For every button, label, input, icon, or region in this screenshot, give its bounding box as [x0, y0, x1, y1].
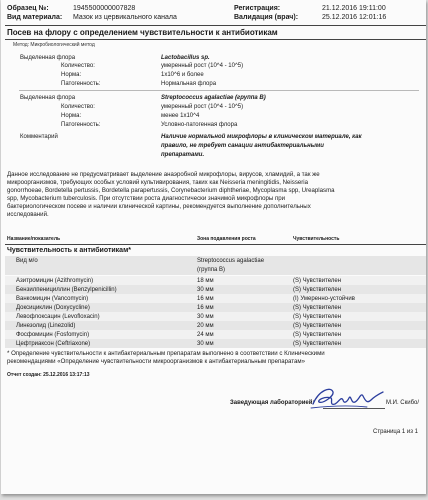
signature-name: М.И. Скибо/: [386, 400, 420, 406]
flora1-qty-label: Количество:: [61, 63, 95, 69]
report-page: [1, 0, 426, 494]
zone-value: 16 мм: [197, 305, 214, 311]
flora2-qty-label: Количество:: [61, 104, 95, 110]
antibiotic-name: Цефтриаксон (Ceftriaxone): [16, 341, 91, 347]
zone-value: 30 мм: [197, 287, 214, 293]
signature-label: Заведующая лабораторией:: [230, 400, 315, 406]
section-title-underline: [5, 39, 426, 40]
comment-line: правило, не требует санации антибактериальными: [161, 143, 324, 149]
sensitivity-value: (S) Чувствителен: [293, 287, 342, 293]
validation-label: Валидация (врач):: [234, 14, 299, 21]
note-line: бактериологическом посеве и наличии клинической картины, рекомендуется выполнение дополнительных: [7, 203, 311, 210]
flora2-path-value: Условно-патогенная флора: [161, 122, 238, 128]
flora2-value: Streptococcus agalactiae (группа B): [161, 95, 266, 101]
flora1-norm-label: Норма:: [61, 72, 82, 78]
flora2-qty-value: умеренный рост (10^4 - 10^5): [161, 104, 244, 110]
registration-date: 21.12.2016 19:11:00: [322, 5, 386, 12]
footnote-line: рекомендациями «Определение чувствительности микроорганизмов к антибактериальным препаратам»: [7, 358, 305, 365]
antibiotic-name: Азитромицин (Azithromycin): [16, 278, 94, 284]
page-number: Страница 1 из 1: [373, 429, 418, 435]
antibiotic-name: Фосфомицин (Fosfomycin): [16, 332, 90, 338]
flora2-norm-value: менее 1х10^4: [161, 113, 200, 119]
flora-divider: [19, 90, 419, 91]
flora1-qty-value: умеренный рост (10^4 - 10^5): [161, 63, 244, 69]
antibiotic-name: Левофлоксацин (Levofloxacin): [16, 314, 100, 320]
sensitivity-value: (S) Чувствителен: [293, 278, 342, 284]
flora1-norm-value: 1х10^6 и более: [161, 72, 204, 78]
sensitivity-value: (S) Чувствителен: [293, 314, 342, 320]
zone-value: 30 мм: [197, 314, 214, 320]
sensitivity-value: (I) Умеренно-устойчив: [293, 296, 355, 302]
view-label: Вид м/о: [16, 258, 38, 264]
flora2-label: Выделенная флора: [20, 95, 76, 101]
note-line: Данное исследование не предусматривает выделение анаэробной микрофлоры, вирусов, хламидий, а так же: [7, 171, 320, 178]
sample-label: Образец №:: [7, 5, 49, 12]
note-line: исследований.: [7, 211, 49, 218]
table-col-zone: Зона подавления роста: [197, 236, 256, 242]
sensitivity-value: (S) Чувствителен: [293, 305, 342, 311]
comment-line: Наличие нормальной микрофлоры в клиническом материале, как: [161, 134, 362, 140]
organism-group: (группа B): [197, 267, 225, 273]
method-line: Метод: Микробиологический метод: [13, 42, 95, 48]
registration-label: Регистрация:: [234, 5, 281, 12]
zone-value: 16 мм: [197, 296, 214, 302]
flora1-path-value: Нормальная флора: [161, 81, 217, 87]
sensitivity-value: (S) Чувствителен: [293, 323, 342, 329]
flora1-path-label: Патогенность:: [61, 81, 101, 87]
zone-value: 30 мм: [197, 341, 214, 347]
antibiotic-name: Линезолид (Linezolid): [16, 323, 76, 329]
header-divider: [5, 25, 426, 26]
sample-number: 1945500000007828: [73, 5, 136, 12]
table-col-sens: Чувствительность: [293, 236, 340, 242]
flora2-norm-label: Норма:: [61, 113, 82, 119]
zone-value: 20 мм: [197, 323, 214, 329]
note-line: gonorrhoeae, Bordetella pertussis, Bordetella parapertussis, Corynebacterium diphtheriae, Mycoplasma spp, Ureaplasma: [7, 187, 335, 194]
validation-date: 25.12.2016 12:01:16: [322, 14, 387, 21]
footnote-line: * Определение чувствительности к антибактериальным препаратам выполнено в соответствии с Клиническими: [7, 350, 325, 357]
table-header-divider: [5, 244, 426, 245]
note-line: микроорганизмов, требующих особых условий культивирования, таких как Neisseria meningitidis, Neisseria: [7, 179, 309, 186]
antibiotic-name: Ванкомицин (Vancomycin): [16, 296, 89, 302]
organism-name: Streptococcus agalactiae: [197, 258, 265, 264]
sensitivity-value: (S) Чувствителен: [293, 332, 342, 338]
flora2-path-label: Патогенность:: [61, 122, 101, 128]
signature-line: [323, 408, 385, 409]
zone-value: 18 мм: [197, 278, 214, 284]
zone-value: 24 мм: [197, 332, 214, 338]
antibiotic-name: Доксициклин (Doxycycline): [16, 305, 90, 311]
report-created: Отчет создан: 25.12.2016 13:17:13: [7, 372, 90, 378]
table-title: Чувствительность к антибиотикам*: [7, 247, 131, 254]
comment-line: препаратами.: [161, 152, 205, 158]
note-line: spp, Mycobacterium tuberculosis. При отсутствии роста диагностически значимой микрофлоры при: [7, 195, 286, 202]
table-col-name: Название/показатель: [7, 236, 61, 242]
antibiotic-name: Бензилпенициллин (Benzylpenicillin): [16, 287, 117, 293]
section-title: Посев на флору с определением чувствительности к антибиотикам: [7, 28, 278, 37]
sensitivity-value: (S) Чувствителен: [293, 341, 342, 347]
material-value: Мазок из цервикального канала: [73, 14, 177, 21]
flora1-label: Выделенная флора: [20, 55, 76, 61]
flora1-value: Lactobacillus sp.: [161, 55, 210, 61]
material-label: Вид материала:: [7, 14, 63, 21]
comment-label: Комментарий: [20, 134, 58, 140]
